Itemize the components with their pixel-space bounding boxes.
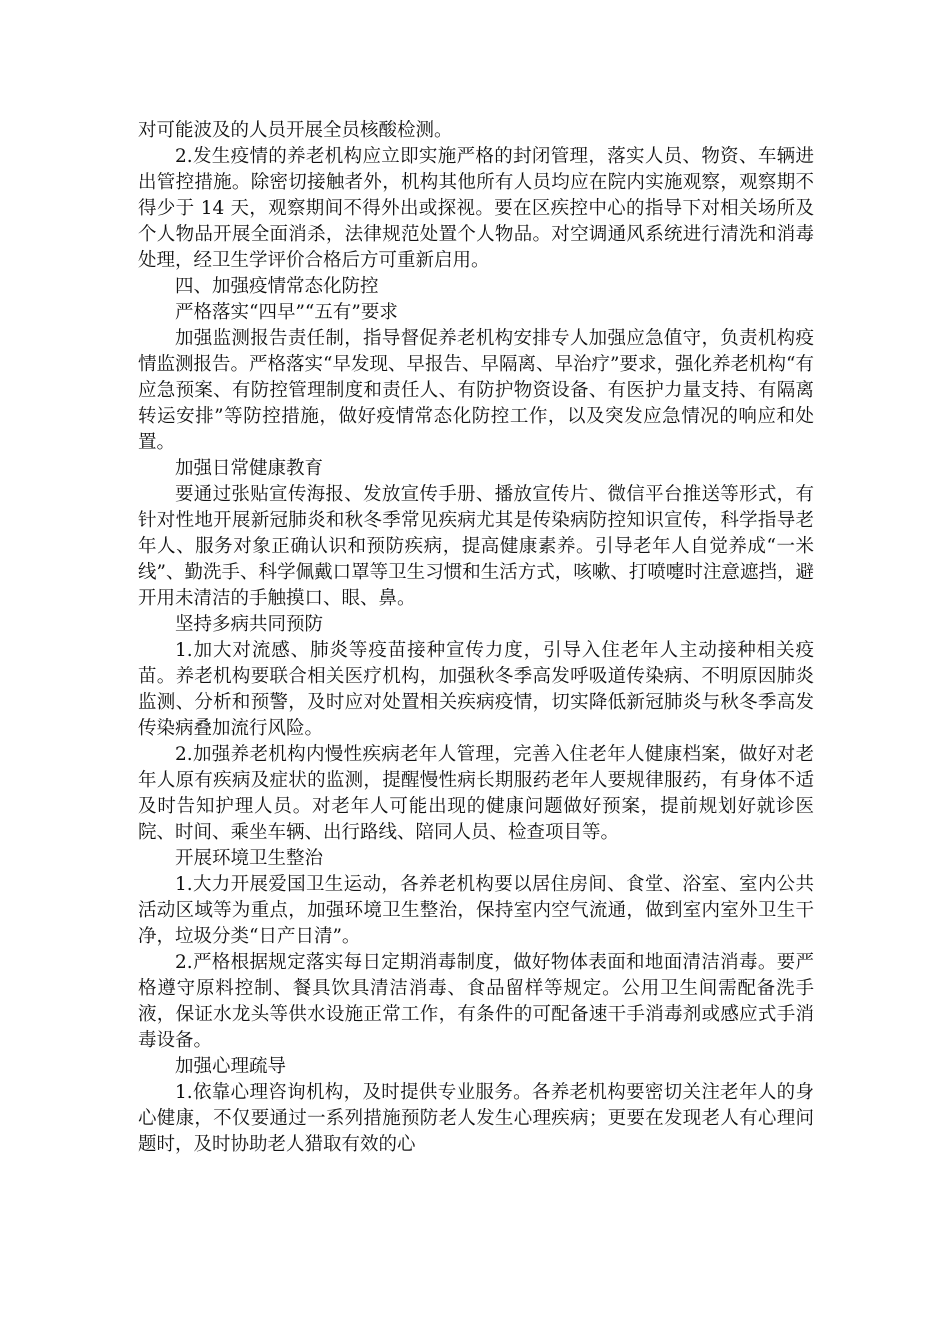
paragraph: 2.加强养老机构内慢性疾病老年人管理，完善入住老年人健康档案，做好对老年人原有疾病及症状的监测，提醒慢性病长期服药老年人要规律服药，有身体不适及时告知护理人员。对老年人可能出现的健康问题做好预案，提前规划好就诊医院、时间、乘坐车辆、出行路线、陪同人员、检查项目等。 — [138, 744, 814, 843]
subsection-heading: 严格落实“四早”“五有”要求 — [175, 302, 398, 323]
paragraph: 1.依靠心理咨询机构，及时提供专业服务。各养老机构要密切关注老年人的身心健康，不仅要通过一系列措施预防老人发生心理疾病；更要在发现老人有心理问题时，及时协助老人猎取有效的心 — [138, 1082, 814, 1155]
subsection-heading: 加强日常健康教育 — [175, 458, 324, 479]
paragraph: 1.加大对流感、肺炎等疫苗接种宣传力度，引导入住老年人主动接种相关疫苗。养老机构要联合相关医疗机构，加强秋冬季高发呼吸道传染病、不明原因肺炎监测、分析和预警，及时应对处置相关疾病疫情，切实降低新冠肺炎与秋冬季高发传染病叠加流行风险。 — [138, 640, 814, 739]
subsection-heading: 开展环境卫生整治 — [175, 848, 324, 869]
subsection-heading: 加强心理疏导 — [175, 1056, 287, 1077]
paragraph: 2.严格根据规定落实每日定期消毒制度，做好物体表面和地面清洁消毒。要严格遵守原料控制、餐具饮具清洁消毒、食品留样等规定。公用卫生间需配备洗手液，保证水龙头等供水设施正常工作，有条件的可配备速干手消毒剂或感应式手消毒设备。 — [138, 952, 814, 1051]
paragraph: 加强监测报告责任制，指导督促养老机构安排专人加强应急值守，负责机构疫情监测报告。严格落实“早发现、早报告、早隔离、早治疗”要求，强化养老机构“有应急预案、有防控管理制度和责任人、有防护物资设备、有医护力量支持、有隔离转运安排”等防控措施，做好疫情常态化防控工作，以及突发应急情况的响应和处置。 — [138, 328, 814, 453]
paragraph: 要通过张贴宣传海报、发放宣传手册、播放宣传片、微信平台推送等形式，有针对性地开展新冠肺炎和秋冬季常见疾病尤其是传染病防控知识宣传，科学指导老年人、服务对象正确认识和预防疾病，提高健康素养。引导老年人自觉养成“一米线”、勤洗手、科学佩戴口罩等卫生习惯和生活方式，咳嗽、打喷嚏时注意遮挡，避开用未清洁的手触摸口、眼、鼻。 — [138, 484, 814, 609]
paragraph: 2.发生疫情的养老机构应立即实施严格的封闭管理，落实人员、物资、车辆进出管控措施。除密切接触者外，机构其他所有人员均应在院内实施观察，观察期不得少于 14 天，观察期间不得外出或探视。要在区疾控中心的指导下对相关场所及个人物品开展全面消杀，法律规范处置个人物品。对空调通风系统进行清洗和消毒处理，经卫生学评价合格后方可重新启用。 — [138, 146, 814, 271]
paragraph: 对可能波及的人员开展全员核酸检测。 — [138, 120, 453, 141]
section-heading: 四、加强疫情常态化防控 — [175, 276, 379, 297]
paragraph: 1.大力开展爱国卫生运动，各养老机构要以居住房间、食堂、浴室、室内公共活动区域等为重点，加强环境卫生整治，保持室内空气流通，做到室内室外卫生干净，垃圾分类“日产日清”。 — [138, 874, 814, 947]
subsection-heading: 坚持多病共同预防 — [175, 614, 324, 635]
document-page — [138, 118, 814, 1158]
